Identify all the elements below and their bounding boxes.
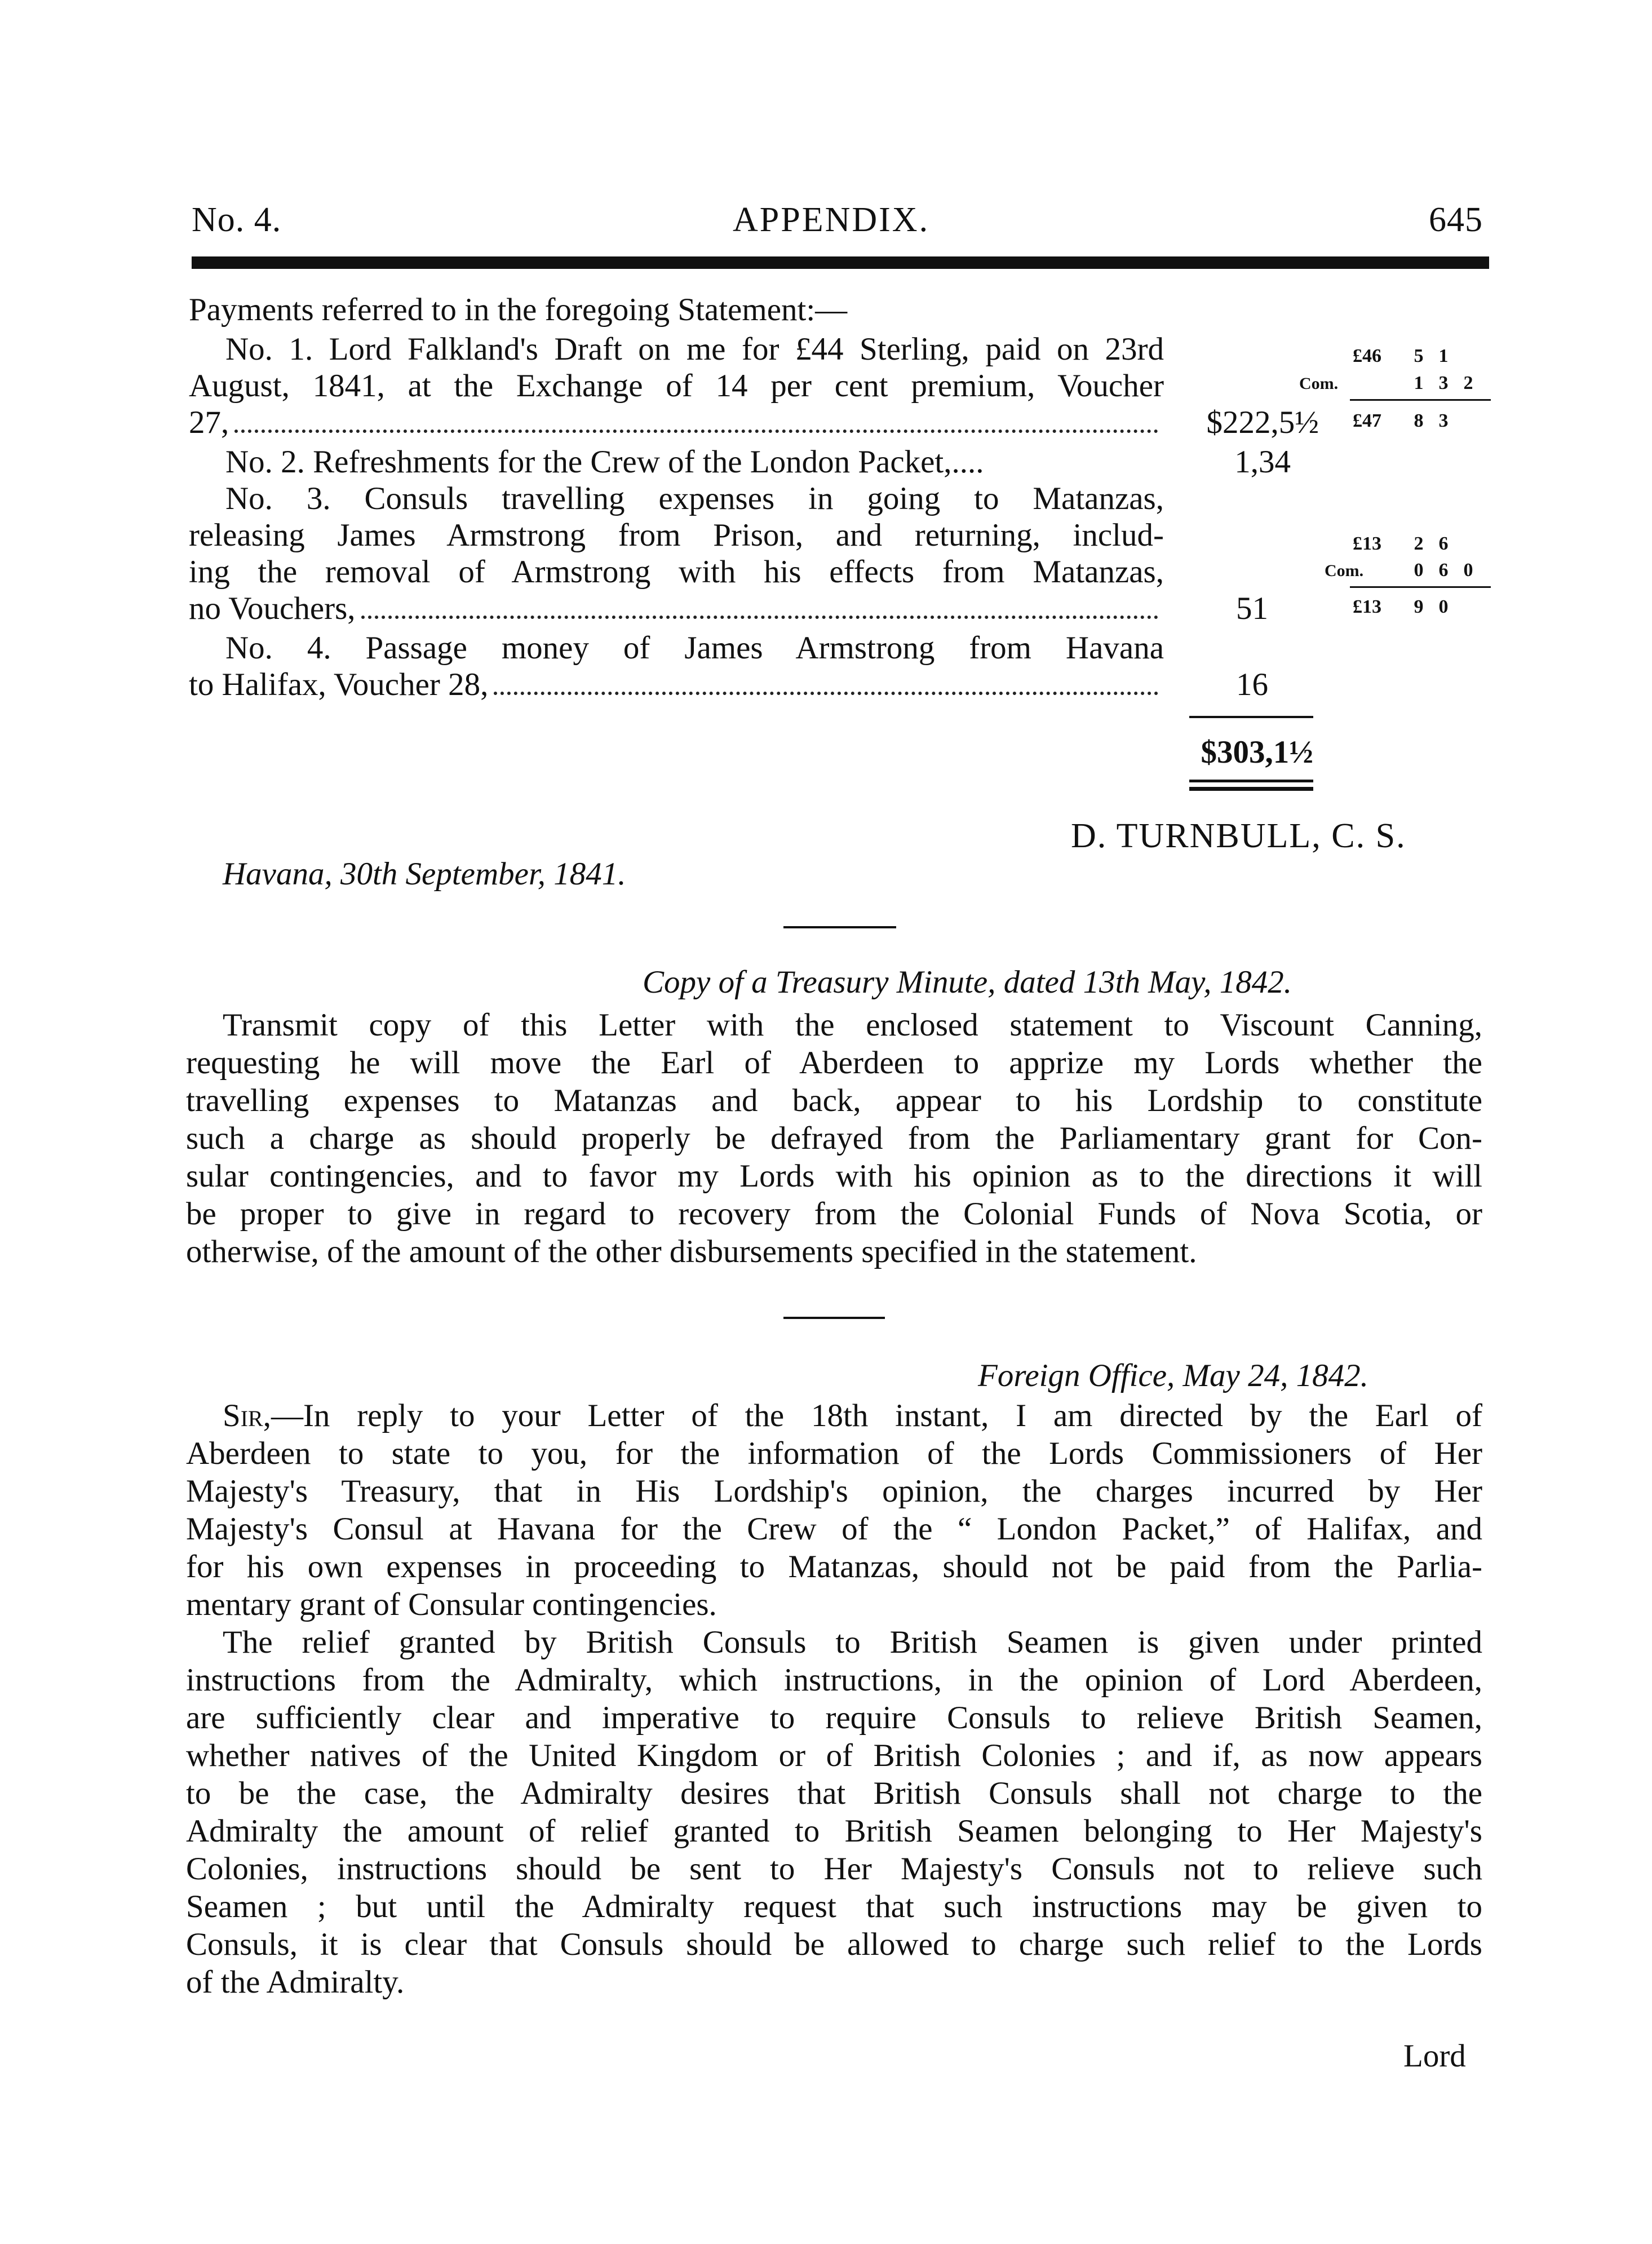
item-3-sterling-total: £13 9 0 [1353, 596, 1449, 617]
item-3-commission: 0 6 0 [1414, 560, 1473, 581]
item-3-sum-rule [1350, 586, 1491, 588]
dot-leader [494, 691, 1158, 695]
item-1-sterling-total: £47 8 3 [1353, 410, 1449, 431]
statement-total: $303,1½ [1201, 734, 1313, 770]
minute-line: travelling expenses to Matanzas and back, appear to his Lordship to constitute [186, 1083, 1482, 1118]
item-3-line-3: ing the removal of Armstrong with his effects from Matanzas, [189, 554, 1164, 590]
letter-line: Majesty's Consul at Havana for the Crew of the “ London Packet,” of Halifax, and [186, 1511, 1482, 1547]
item-4-line-1: No. 4. Passage money of James Armstrong from Havana [225, 630, 1164, 666]
item-4-amount: 16 [1236, 667, 1268, 702]
dot-leader [234, 429, 1158, 433]
item-1-line-2: August, 1841, at the Exchange of 14 per cent premium, Voucher [189, 368, 1164, 404]
letter-line: The relief granted by British Consuls to British Seamen is given under printed [223, 1625, 1482, 1660]
minute-line: sular contingencies, and to favor my Lords with his opinion as to the directions it will [186, 1158, 1482, 1194]
item-1-sterling: £46 5 1 [1353, 346, 1449, 366]
total-double-rule-2 [1189, 787, 1313, 791]
item-1-amount: $222,5½ [1206, 405, 1319, 440]
item-3-commission-label: Com. [1325, 561, 1364, 580]
dot-leader [361, 615, 1158, 619]
salutation: Sir, [223, 1398, 271, 1433]
section-divider [783, 926, 896, 928]
letter-line: of the Admiralty. [186, 1964, 405, 2000]
catchword: Lord [1403, 2038, 1466, 2074]
item-1-line-3 [189, 403, 1164, 442]
minute-line: requesting he will move the Earl of Aberdeen to apprize my Lords whether the [186, 1045, 1482, 1081]
item-3-sterling: £13 2 6 [1353, 533, 1449, 554]
item-4-line-2-text: to Halifax, Voucher 28, [189, 667, 489, 702]
letter-line: Aberdeen to state to you, for the information of the Lords Commissioners of Her [186, 1436, 1482, 1471]
letter-line: instructions from the Admiralty, which instructions, in the opinion of Lord Aberdeen, [186, 1662, 1482, 1698]
minute-line: be proper to give in regard to recovery from the Colonial Funds of Nova Scotia, or [186, 1196, 1482, 1232]
letter-para-1 [186, 1397, 1482, 1623]
total-rule-top [1189, 716, 1313, 718]
item-3-line-4 [189, 589, 1164, 629]
letter-line: to be the case, the Admiralty desires that British Consuls shall not charge to the [186, 1776, 1482, 1811]
letter-line: Colonies, instructions should be sent to Her Majesty's Consuls not to relieve such [186, 1851, 1482, 1887]
letter-line: for his own expenses in proceeding to Matanzas, should not be paid from the Parlia- [186, 1549, 1482, 1584]
section-divider [783, 1317, 885, 1319]
letter-line: Seamen ; but until the Admiralty request that such instructions may be given to [186, 1889, 1482, 1924]
item-1-commission-label: Com. [1299, 374, 1339, 393]
letter-line: are sufficiently clear and imperative to require Consuls to relieve British Seamen, [186, 1700, 1482, 1736]
letter-line: Admiralty the amount of relief granted to British Seamen belonging to Her Majesty's [186, 1813, 1482, 1849]
item-4-line-2 [189, 665, 1164, 705]
letter-line: Sir,—In reply to your Letter of the 18th instant, I am directed by the Earl of [223, 1398, 1482, 1433]
item-3-amount: 51 [1236, 591, 1268, 626]
minute-heading: Copy of a Treasury Minute, dated 13th May, 1842. [643, 964, 1292, 1000]
place-date: Havana, 30th September, 1841. [223, 856, 626, 892]
letter-line: mentary grant of Consular contingencies. [186, 1587, 717, 1622]
item-1-line-1: No. 1. Lord Falkland's Draft on me for £44 Sterling, paid on 23rd [225, 331, 1164, 367]
item-1-sum-rule [1350, 399, 1491, 401]
minute-line: otherwise, of the amount of the other disbursements specified in the statement. [186, 1234, 1197, 1269]
letter-line: whether natives of the United Kingdom or of British Colonies ; and if, as now appears [186, 1738, 1482, 1773]
letter-heading: Foreign Office, May 24, 1842. [978, 1358, 1368, 1393]
item-2-amount: 1,34 [1234, 444, 1291, 480]
item-3-line-1: No. 3. Consuls travelling expenses in going to Matanzas, [225, 481, 1164, 516]
minute-line: such a charge as should properly be defrayed from the Parliamentary grant for Con- [186, 1121, 1482, 1156]
page-header-title: APPENDIX. [733, 201, 930, 239]
page-section-label: No. 4. [192, 201, 282, 239]
header-rule [192, 256, 1489, 269]
item-3-line-4-text: no Vouchers, [189, 591, 356, 626]
item-2-line-1: No. 2. Refreshments for the Crew of the London Packet,.... [225, 444, 984, 480]
item-3-line-2: releasing James Armstrong from Prison, and returning, includ- [189, 517, 1164, 553]
letter-para-2 [186, 1623, 1482, 2001]
statement-intro: Payments referred to in the foregoing Statement:— [189, 292, 848, 327]
signature: D. TURNBULL, C. S. [1071, 817, 1406, 855]
item-1-line-3-text: 27, [189, 405, 229, 440]
total-double-rule-1 [1189, 780, 1313, 782]
minute-line: Transmit copy of this Letter with the enclosed statement to Viscount Canning, [223, 1007, 1482, 1043]
item-1-commission: 1 3 2 [1414, 373, 1473, 393]
page-number: 645 [1429, 201, 1483, 239]
letter-line: Majesty's Treasury, that in His Lordship's opinion, the charges incurred by Her [186, 1473, 1482, 1509]
letter-line: Consuls, it is clear that Consuls should be allowed to charge such relief to the Lords [186, 1927, 1482, 1962]
minute-body [186, 1006, 1482, 1271]
